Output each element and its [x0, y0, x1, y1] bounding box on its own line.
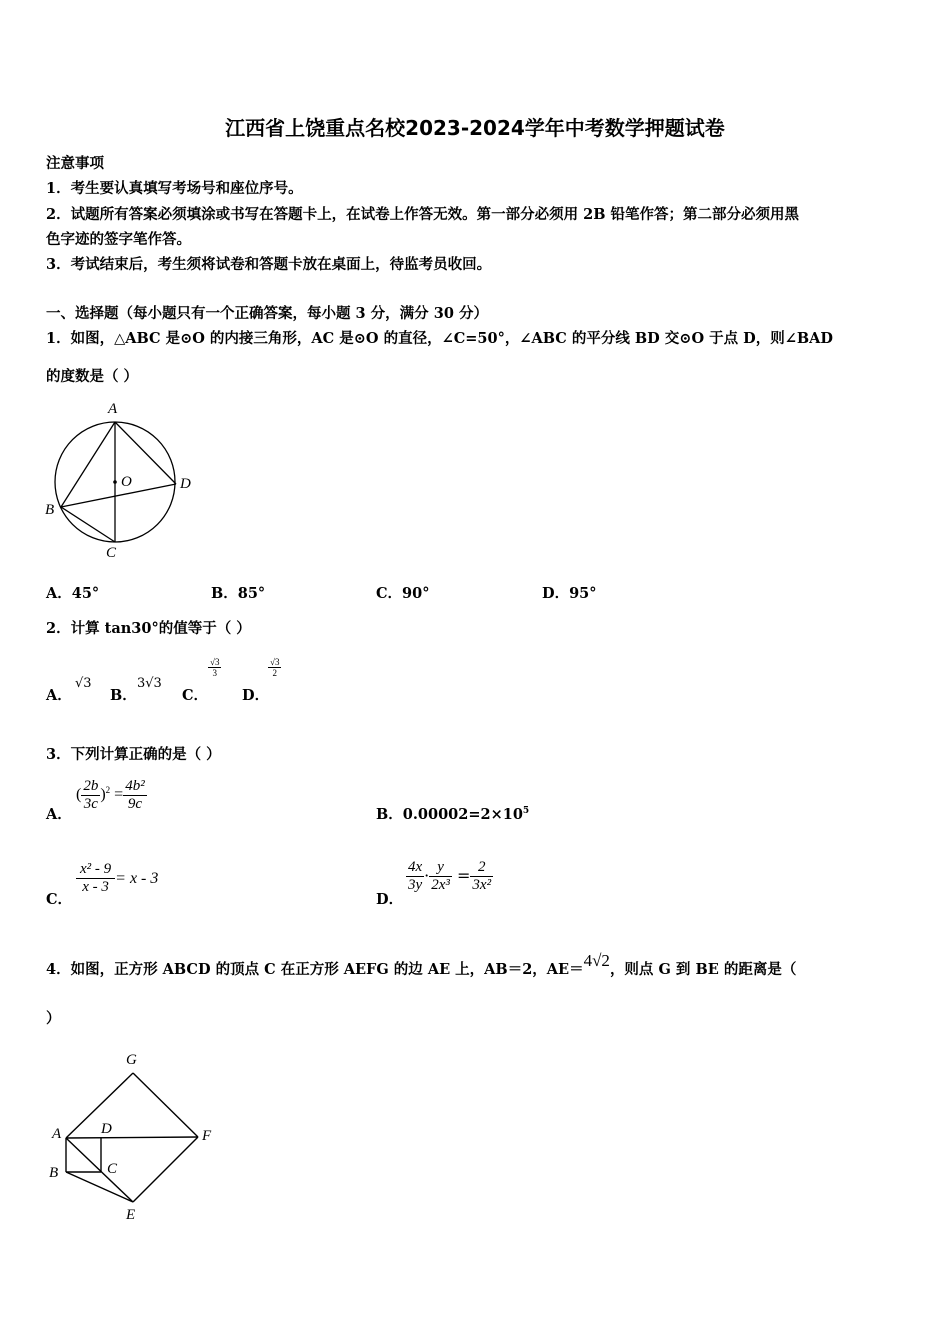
- q1-label-b: B: [45, 502, 55, 518]
- q4-ae-value: 4√2: [583, 951, 610, 970]
- q2-value-c-den: 3: [212, 668, 217, 678]
- q3-a-lhs-num: 2b: [83, 778, 99, 794]
- q3-option-b: [376, 803, 529, 824]
- q2-value-c: [208, 657, 221, 678]
- q4-label-f: F: [202, 1128, 212, 1144]
- q3-c-den: x - 3: [82, 879, 109, 895]
- q2-value-b: 3√3: [137, 676, 162, 691]
- notice-item-1: 1．考生要认真填写考场号和座位序号。: [46, 180, 303, 197]
- q4-label-g: G: [126, 1052, 137, 1068]
- q3-a-exp: 2: [105, 784, 111, 795]
- q3-d2-den: 2x³: [431, 877, 450, 893]
- page-title: 江西省上饶重点名校2023-2024学年中考数学押题试卷: [225, 116, 725, 140]
- q1-stem-line2: 的度数是（ ）: [46, 368, 139, 385]
- q4-label-b: B: [49, 1165, 59, 1181]
- q1-label-a: A: [108, 401, 118, 417]
- q1-option-d: D．95°: [542, 585, 597, 602]
- section-heading: 一、选择题（每小题只有一个正确答案，每小题 3 分，满分 30 分）: [46, 305, 488, 322]
- q3-stem: 3．下列计算正确的是（ ）: [46, 746, 221, 763]
- notice-item-2b: 色字迹的签字笔作答。: [46, 231, 191, 248]
- q2-stem: 2．计算 tan30°的值等于（ ）: [46, 620, 251, 637]
- q1-option-a: A．45°: [46, 585, 100, 602]
- q3-expr-a: ( $\frac{2b}{3c}$ )$^2$ = $\frac{\text{4b²}}{9c}$: [76, 778, 145, 812]
- q1-label-d: D: [180, 476, 191, 492]
- q3-expr-c: [76, 861, 158, 896]
- q1-stem-line1: 1．如图，△ABC 是⊙O 的内接三角形，AC 是⊙O 的直径，∠C=50°，∠ABC 的平分线 BD 交⊙O 于点 D，则∠BAD: [46, 330, 833, 347]
- q2-value-d: [268, 657, 281, 678]
- q2-value-d-den: 2: [272, 668, 277, 678]
- q3-option-c: C．: [46, 891, 73, 908]
- q3-a-rhs-den: 9c: [127, 796, 143, 812]
- q4-label-a: A: [52, 1126, 62, 1142]
- notice-heading: 注意事项: [46, 155, 104, 172]
- q3-a-lhs-den: 3c: [83, 796, 98, 812]
- q2-value-a: √3: [75, 676, 92, 691]
- q2-option-b: B．: [110, 687, 137, 704]
- q3-d1-num: 4x: [408, 859, 423, 875]
- q4-stem-line1: [46, 951, 797, 979]
- q3-d3-den: 3x²: [472, 877, 492, 893]
- notice-item-3: 3．考试结束后，考生须将试卷和答题卡放在桌面上，待监考员收回。: [46, 256, 492, 273]
- q1-option-c: C．90°: [376, 585, 430, 602]
- q4-label-e: E: [126, 1207, 136, 1223]
- q4-label-c: C: [107, 1161, 118, 1177]
- q4-stem-part1: 4．如图，正方形 ABCD 的顶点 C 在正方形 AEFG 的边 AE 上，AB＝2，AE＝: [46, 961, 584, 978]
- q3-d1-den: 3y: [408, 877, 423, 893]
- q3-option-b-exp: 5: [522, 806, 530, 817]
- q2-value-c-num: √3: [210, 657, 220, 667]
- q3-expr-d: $\frac{4x}{3y}$ · $\frac{y}{\text{2x³}}$ = $\frac{2}{\text{3x²}}$: [408, 859, 492, 893]
- q3-option-d: D．: [376, 891, 404, 908]
- q4-stem-part2: ，则点 G 到 BE 的距离是（: [609, 961, 797, 978]
- q1-label-c: C: [106, 545, 117, 561]
- q3-c-num: x² - 9: [76, 861, 115, 879]
- notice-item-2a: 2．试题所有答案必须填涂或书写在答题卡上，在试卷上作答无效。第一部分必须用 2B 铅笔作答；第二部分必须用黑: [46, 206, 800, 223]
- q3-d2-num: y: [429, 859, 452, 877]
- q3-a-rhs-num: 4b²: [125, 778, 145, 794]
- q2-value-d-num: √3: [270, 657, 280, 667]
- q4-label-d: D: [101, 1121, 112, 1137]
- q4-stem-line2: ）: [46, 1010, 61, 1027]
- q3-option-a: A．: [46, 806, 72, 823]
- q2-option-a: A．: [46, 687, 72, 704]
- q1-option-b: B．85°: [211, 585, 266, 602]
- q1-label-o: O: [121, 474, 132, 490]
- q2-option-d: D．: [242, 687, 270, 704]
- q3-c-rhs: = x - 3: [115, 870, 159, 887]
- q3-option-b-text: B．0.00002=2×10: [376, 806, 523, 823]
- q3-d3-num: 2: [470, 859, 493, 877]
- q2-option-c: C．: [182, 687, 209, 704]
